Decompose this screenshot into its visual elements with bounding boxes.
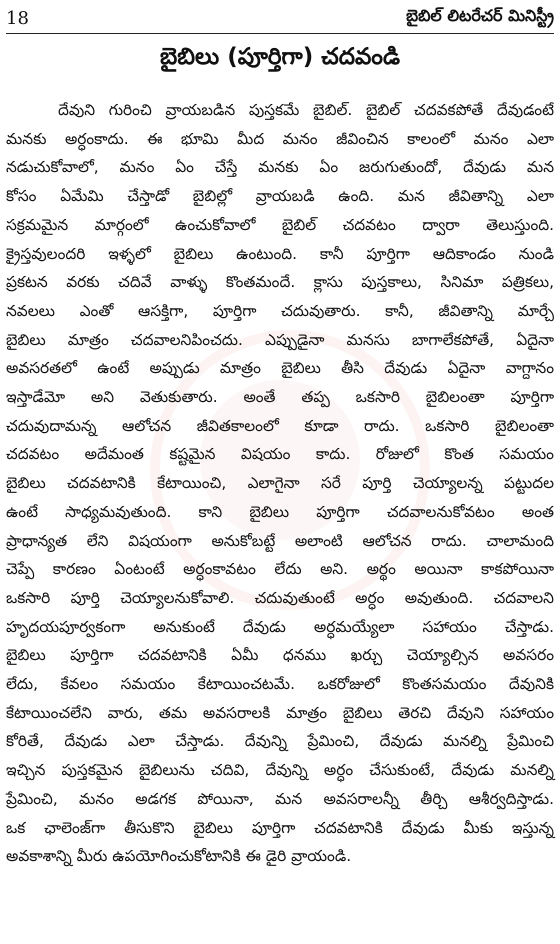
text-line: కోరితే, దేవుడు ఎలా చేస్తాడు. దేవున్ని ప్రేమించి, దేవుడు మనల్ని ప్రేమించి [6, 732, 554, 751]
text-line: ఒక ఛాలెంజ్‌గా తీసుకొని బైబిలు పూర్తిగా చదవటానికి దేవుడు మీకు ఇస్తున్న [6, 818, 554, 837]
text-line: ఒకసారి పూర్తి చెయ్యాలనుకోవాలి. చదువుతుంటే అర్ధం అవుతుంది. చదవాలని [6, 588, 554, 607]
text-line: కేటాయించలేని వారు, తమ అవసరాలకి మాత్రం బైబిలు తెరచి దేవుని సహాయం [6, 703, 554, 722]
body-paragraph [6, 96, 554, 871]
header-divider [6, 33, 554, 34]
text-line: చెప్పే కారణం ఏంటంటే అర్ధంకావటం లేదు అని. అర్థం అయినా కాకపోయినా [6, 560, 554, 579]
text-line: నడుచుకోవాలో, మనం ఏం చేస్తే మనకు ఏం జరుగుతుందో, దేవుడు మన [6, 158, 554, 177]
text-line: చదవటం అదేమంత కష్టమైన విషయం కాదు. రోజులో కొంత సమయం [6, 445, 554, 464]
text-line: సక్రమమైన మార్గంలో ఉంచుకోవాలో బైబిల్ చదవటం ద్వారా తెలుస్తుంది. [6, 215, 554, 234]
running-header: బైబిల్ లిటరేచర్ మినిస్ట్రీ [406, 6, 554, 25]
text-line: లేదు, కేవలం సమయం కేటాయించటమే. ఒకరోజులో కొంతసమయం దేవునికి [6, 675, 554, 694]
text-line: ఇస్తాడేమో అని వెతుకుతారు. అంతే తప్ప ఒకసారి బైబిలంతా పూర్తిగా [6, 388, 554, 407]
text-line: హృదయపూర్వకంగా అనుకుంటే దేవుడు అర్ధమయ్యేలా సహాయం చేస్తాడు. [6, 617, 554, 636]
text-line: బైబిలు పూర్తిగా చదవటానికి ఏమీ ధనము ఖర్చు చెయ్యాల్సిన అవసరం [6, 646, 554, 665]
text-line: నవలలు ఎంతో ఆసక్తిగా, పూర్తిగా చదువుతారు. కానీ, జీవితాన్ని మార్చే [6, 301, 554, 320]
text-line: ప్రకటన వరకు చదివే వాళ్ళు కొంతమందే. క్లాసు పుస్తకాలు, సినిమా పత్రికలు, [6, 273, 554, 292]
text-line: ప్రేమించి, మనం అడగక పోయినా, మన అవసరాలన్నీ తీర్చి ఆశీర్వదిస్తాడు. [6, 789, 554, 808]
text-line: అవసరతలో ఉంటే అప్పుడు మాత్రం బైబిలు తీసి దేవుడు ఏదైనా వాగ్దానం [6, 359, 554, 378]
text-line: ఉంటే సాధ్యమవుతుంది. కాని బైబిలు పూర్తిగా చదవాలనుకోవటం అంత [6, 502, 554, 521]
text-line: ఇచ్చిన పుస్తకమైన బైబిలును చదివి, దేవున్ని అర్ధం చేసుకుంటే, దేవుడు మనల్ని [6, 761, 554, 780]
text-line: బైబిలు మాత్రం చదవాలనిపించదు. ఎప్పుడైనా మనసు బాగాలేకపోతే, ఏదైనా [6, 330, 554, 349]
text-line: బైబిలు చదవటానికి కేటాయించి, ఎలాగైనా సరే పూర్తి చెయ్యాలన్న పట్టుదల [6, 474, 554, 493]
text-line: అవకాశాన్ని మీరు ఉపయోగించుకోటానికి ఈ డైరి వ్రాయండి. [6, 847, 352, 866]
page-number: 18 [6, 8, 29, 29]
text-line: ప్రాధాన్యత లేని విషయంగా అనుకోబట్టే అలాంటి ఆలోచన రాదు. చాలామంది [6, 531, 554, 550]
text-line: మనకు అర్ధంకాదు. ఈ భూమి మీద మనం జీవించిన కాలంలో మనం ఎలా [6, 129, 554, 148]
page-title: బైబిలు (పూర్తిగా) చదవండి [160, 44, 400, 70]
text-line: క్రైస్తవులందరి ఇళ్ళలో బైబిలు ఉంటుంది. కానీ పూర్తిగా ఆదికాండం నుండి [6, 244, 554, 263]
text-line: దేవుని గురించి వ్రాయబడిన పుస్తకమే బైబిల్. బైబిల్ చదవకపోతే దేవుడంటే [58, 101, 554, 119]
text-line: కోసం ఏమేమి చేస్తాడో బైబిల్లో వ్రాయబడి ఉంది. మన జీవితాన్ని ఎలా [6, 187, 554, 206]
text-line: చదువుదామన్న ఆలోచన జీవితకాలంలో కూడా రాదు. ఒకసారి బైబిలంతా [6, 416, 554, 435]
